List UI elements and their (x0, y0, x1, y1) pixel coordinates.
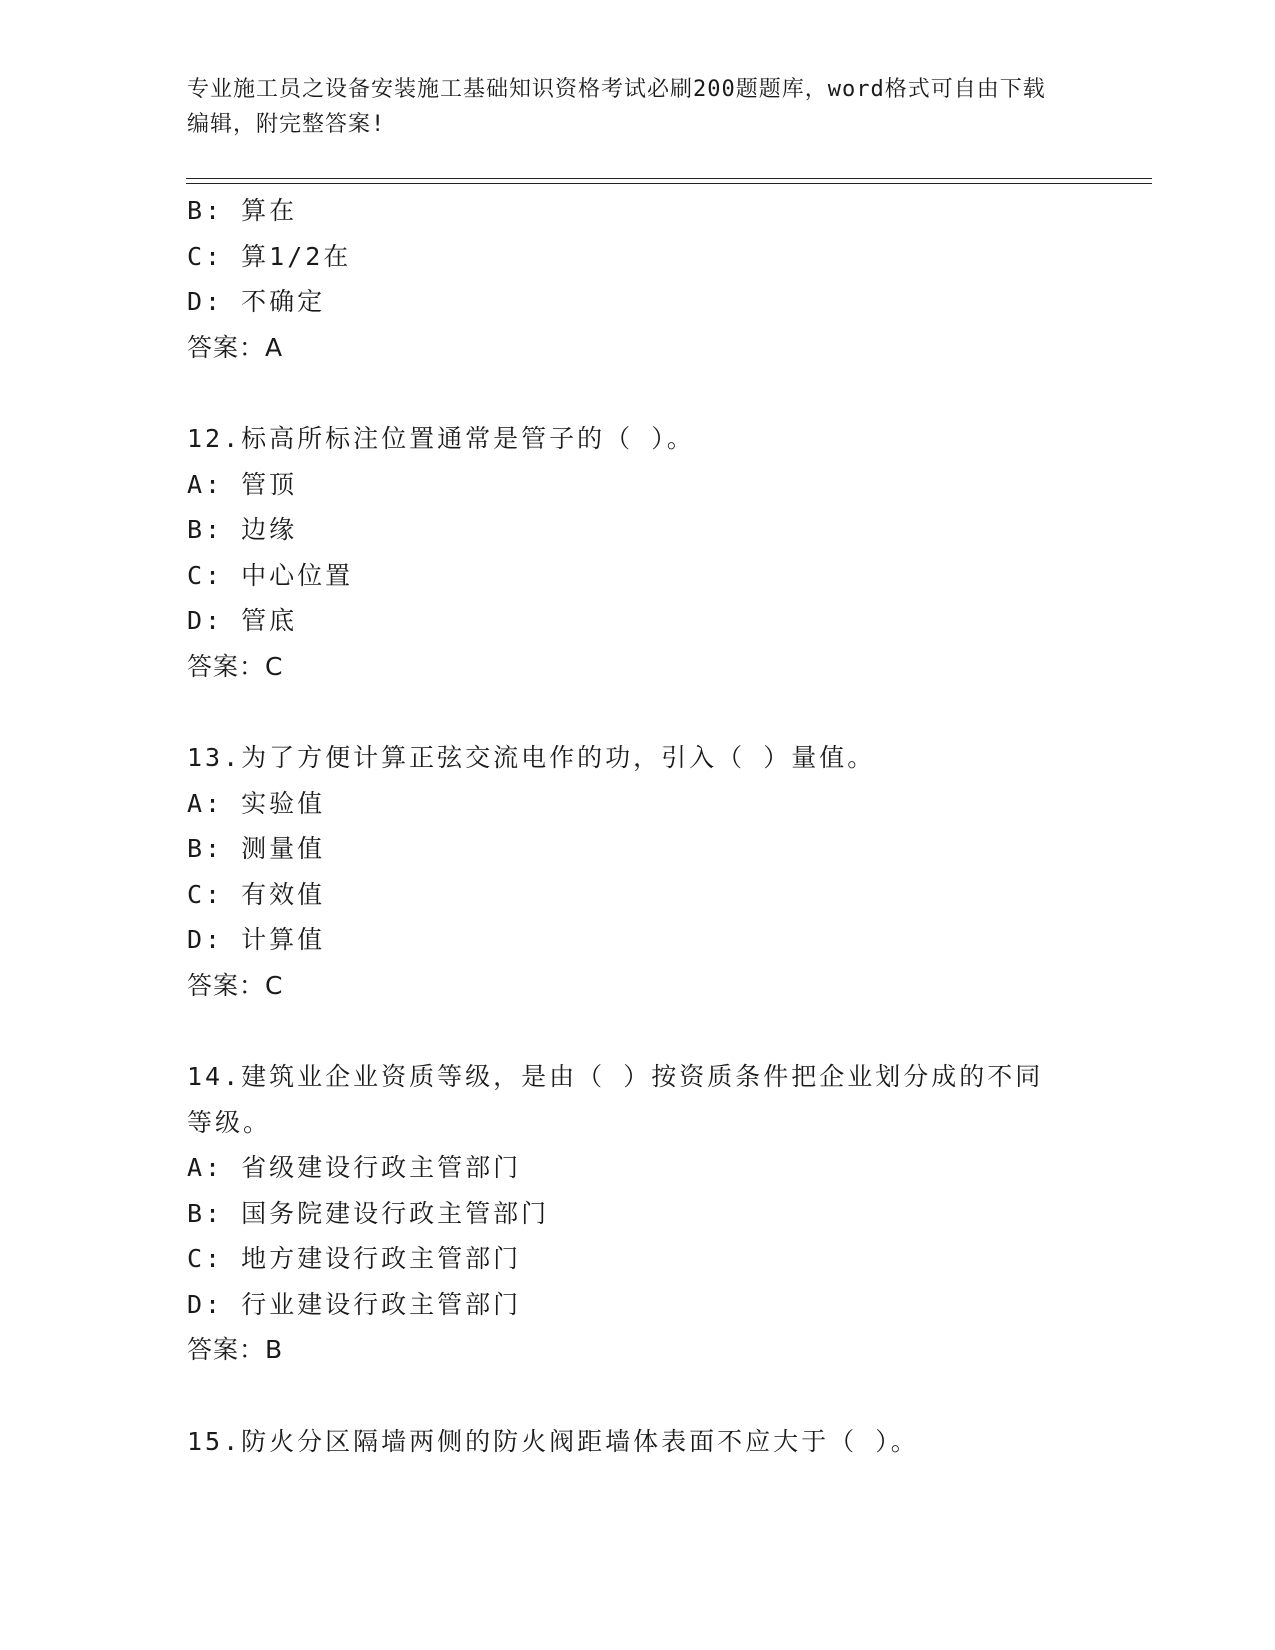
option-c: C: 中心位置 (187, 560, 354, 590)
option-d: D: 管底 (187, 606, 298, 635)
spacer (187, 370, 1087, 416)
option-b: B: 边缘 (187, 515, 298, 544)
answer: 答案：A (187, 332, 284, 362)
option-a: A: 省级建设行政主管部门 (187, 1153, 522, 1182)
option-d: D: 不确定 (187, 287, 326, 316)
question-14 (187, 1054, 1087, 1373)
option-c: C: 算1/2在 (187, 241, 352, 271)
question-stem: 12.标高所标注位置通常是管子的（ ）。 (187, 424, 695, 453)
option-b: B: 测量值 (187, 834, 326, 863)
header-rule-top (186, 178, 1152, 179)
spacer (187, 689, 1087, 735)
spacer (187, 1373, 1087, 1419)
option-c: C: 地方建设行政主管部门 (187, 1244, 522, 1273)
spacer (187, 1008, 1087, 1054)
question-13 (187, 735, 1087, 1008)
header-rule-bottom (186, 183, 1152, 184)
question-stem: 13.为了方便计算正弦交流电作的功，引入（ ）量值。 (187, 743, 876, 772)
answer: 答案：C (187, 970, 284, 1000)
answer: 答案：C (187, 651, 284, 681)
option-a: A: 实验值 (187, 788, 326, 818)
option-d: D: 计算值 (187, 925, 326, 954)
answer: 答案：B (187, 1335, 284, 1364)
question-list (187, 188, 1087, 1464)
document-header: 专业施工员之设备安装施工基础知识资格考试必刷200题题库，word格式可自由下载编辑，附完整答案! (187, 77, 1046, 137)
question-stem: 15.防火分区隔墙两侧的防火阀距墙体表面不应大于（ ）。 (187, 1426, 919, 1456)
question-15 (187, 1419, 1087, 1465)
option-d: D: 行业建设行政主管部门 (187, 1289, 522, 1319)
partial-question (187, 188, 1087, 370)
question-12 (187, 416, 1087, 689)
option-b: B: 国务院建设行政主管部门 (187, 1198, 550, 1228)
option-c: C: 有效值 (187, 879, 326, 909)
option-a: A: 管顶 (187, 469, 298, 499)
option-b: B: 算在 (187, 196, 298, 225)
question-stem: 14.建筑业企业资质等级，是由（ ）按资质条件把企业划分成的不同等级。 (187, 1062, 1044, 1137)
